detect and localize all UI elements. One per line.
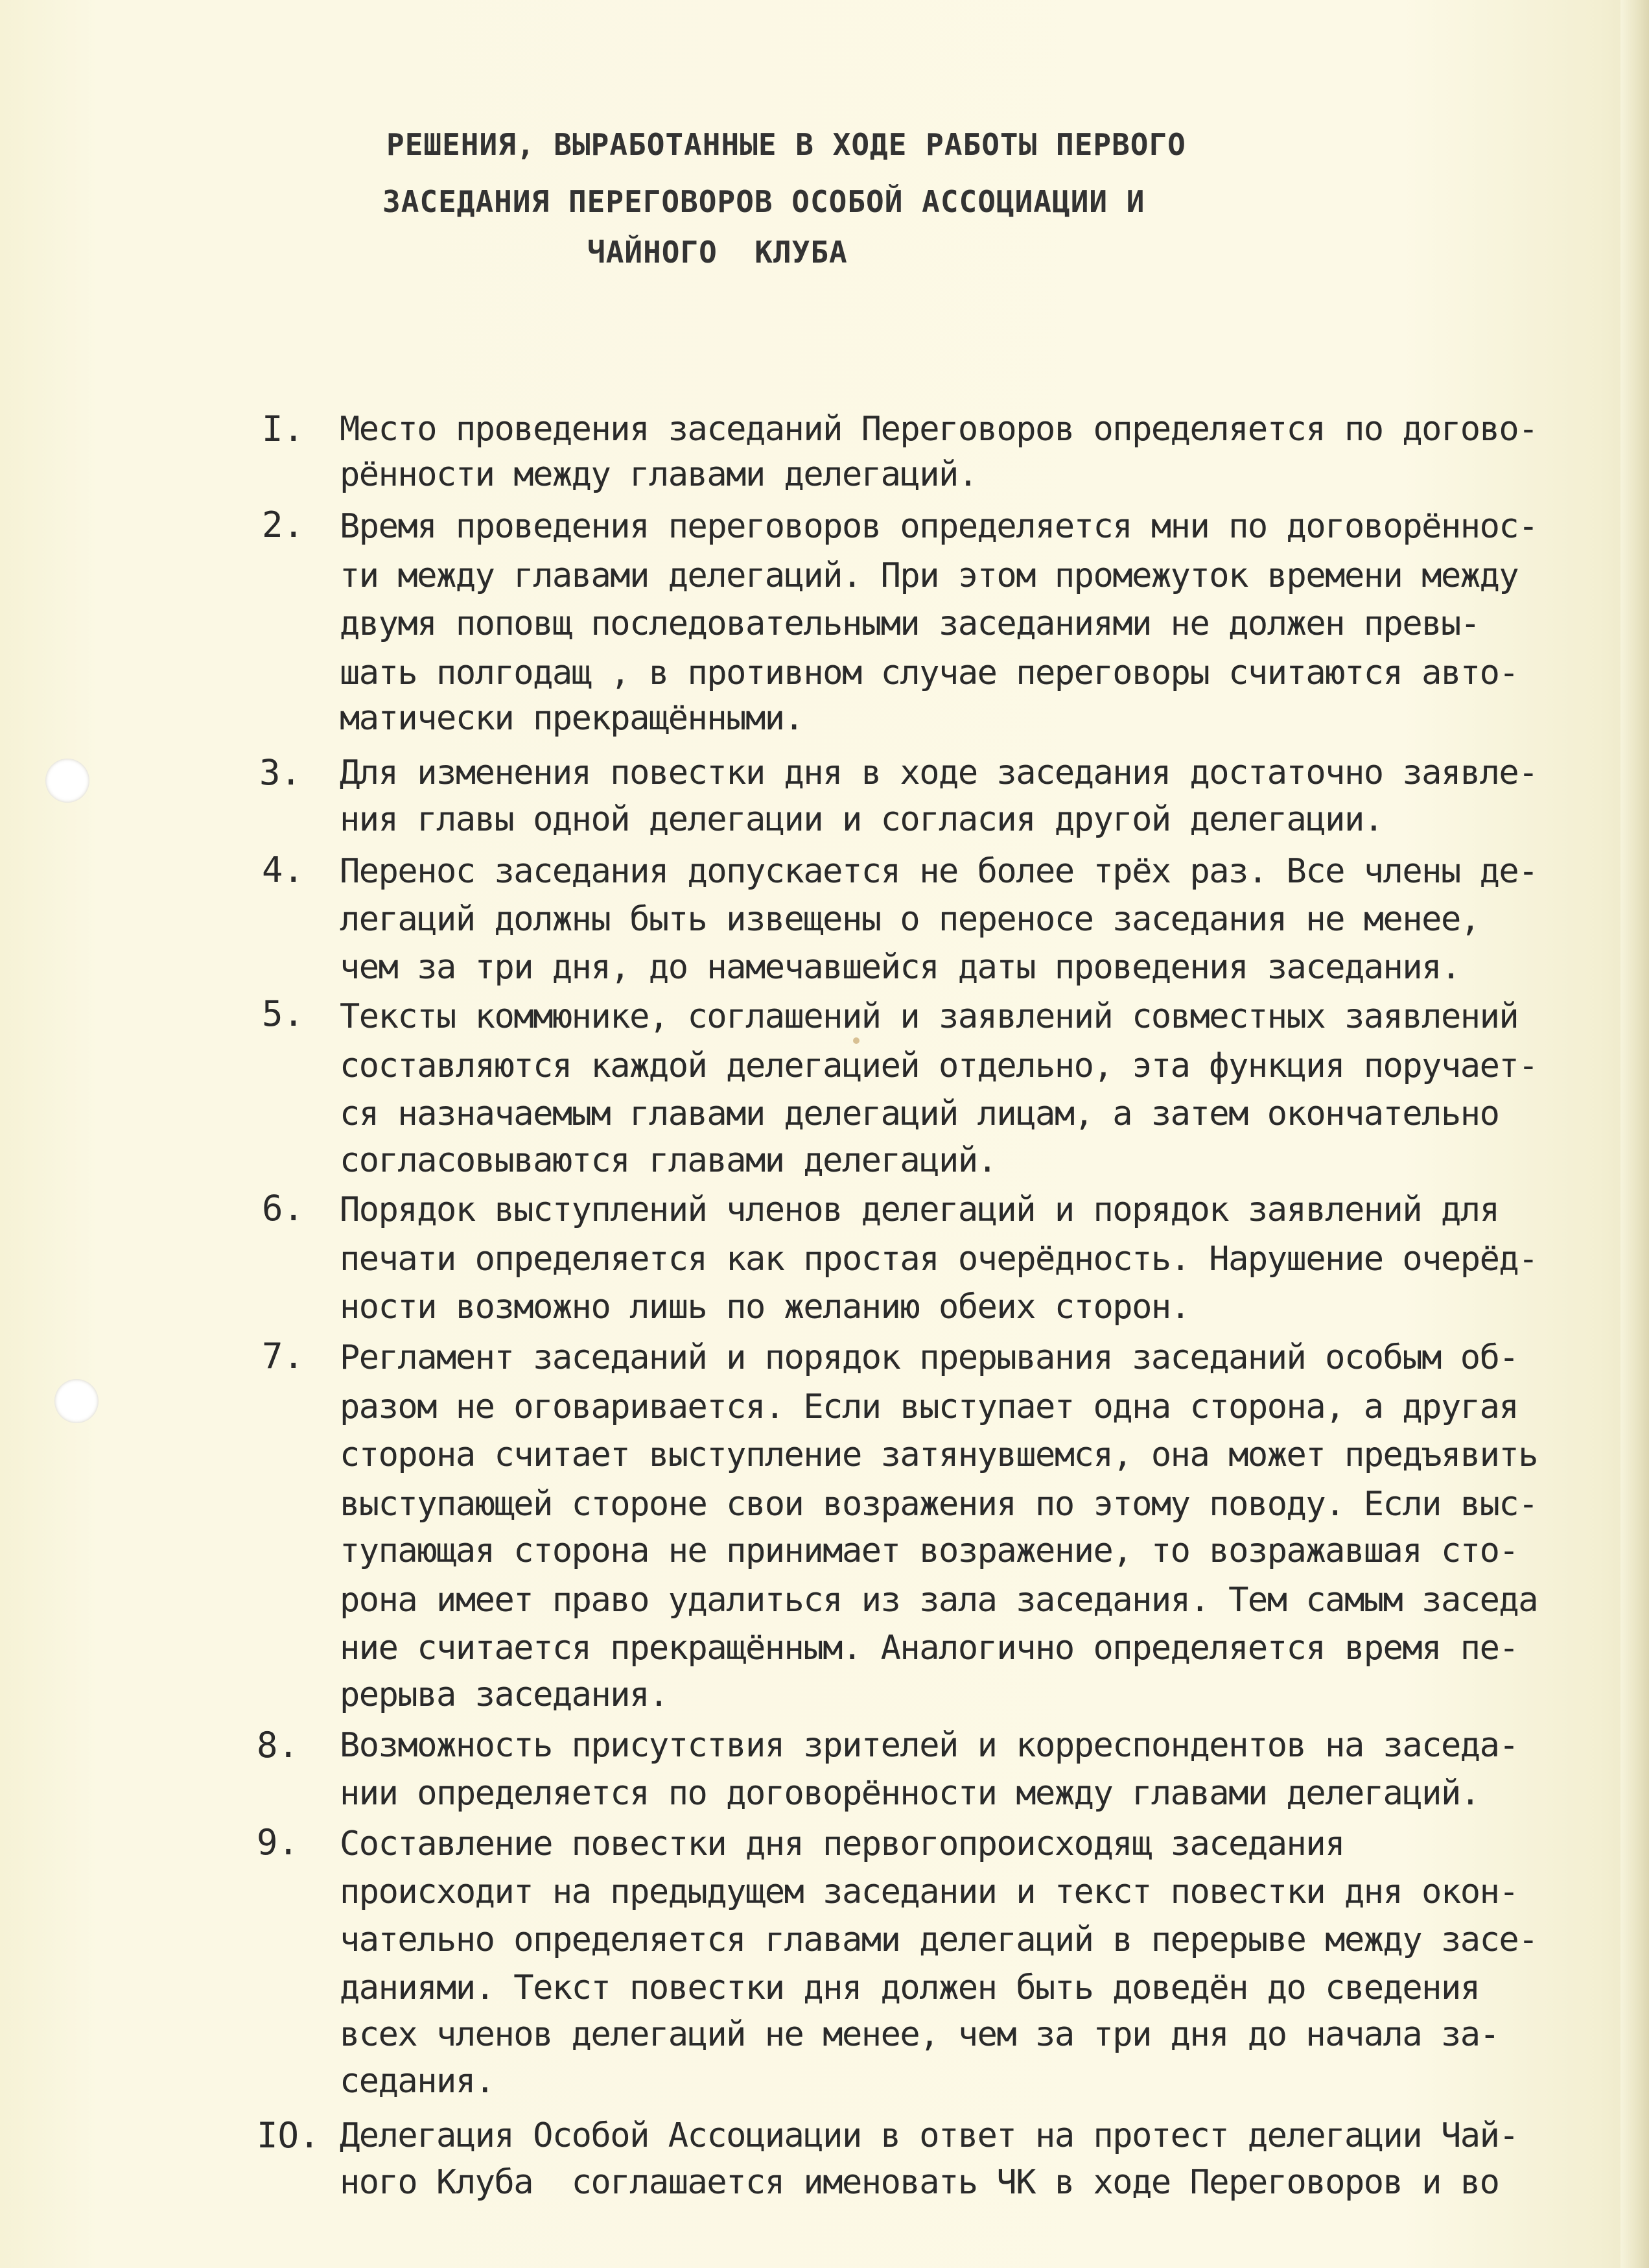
item-text-line: Тексты коммюнике, соглашений и заявлений совместных заявлений: [340, 997, 1519, 1036]
item-text-line: Перенос заседания допускается не более трёх раз. Все члены де-: [340, 852, 1538, 891]
item-text-line: нии определяется по договорённости между главами делегаций.: [340, 1774, 1480, 1813]
item-text-line: выступающей стороне свои возражения по этому поводу. Если выс-: [340, 1485, 1538, 1524]
item-text-line: Возможность присутствия зрителей и корреспондентов на заседа-: [340, 1726, 1519, 1765]
item-text-line: согласовываются главами делегаций.: [340, 1141, 997, 1180]
item-text-line: шать полгодащ , в противном случае переговоры считаются авто-: [340, 654, 1519, 692]
item-text-line: матически прекращёнными.: [340, 699, 804, 738]
item-text-line: чательно определяется главами делегаций в перерыве между засе-: [340, 1920, 1538, 1959]
item-number: 9.: [257, 1822, 299, 1863]
item-text-line: Составление повестки дня первогопроисходящ заседания: [340, 1825, 1344, 1863]
item-number: 7.: [262, 1336, 305, 1376]
item-text-line: Делегация Особой Ассоциации в ответ на протест делегации Чай-: [340, 2116, 1519, 2155]
item-text-line: рённости между главами делегаций.: [340, 455, 977, 494]
item-number: I.: [262, 408, 305, 449]
item-text-line: ти между главами делегаций. При этом промежуток времени между: [340, 556, 1519, 595]
item-text-line: Регламент заседаний и порядок прерывания заседаний особым об-: [340, 1338, 1519, 1377]
paper-stain: [853, 1037, 860, 1044]
item-text-line: Для изменения повестки дня в ходе заседания достаточно заявле-: [340, 753, 1538, 792]
item-text-line: двумя поповщ последовательными заседаниями не должен превы-: [340, 604, 1480, 643]
item-text-line: даниями. Текст повестки дня должен быть доведён до сведения: [340, 1968, 1480, 2007]
title-line-3: ЧАЙНОГО КЛУБА: [587, 235, 848, 270]
item-text-line: Место проведения заседаний Переговоров определяется по догово-: [340, 410, 1538, 449]
item-text-line: ние считается прекращённым. Аналогично определяется время пе-: [340, 1629, 1519, 1668]
item-text-line: происходит на предыдущем заседании и текст повестки дня окон-: [340, 1872, 1519, 1911]
punch-hole: [45, 759, 89, 803]
item-text-line: чем за три дня, до намечавшейся даты проведения заседания.: [340, 948, 1460, 987]
item-text-line: печати определяется как простая очерёдность. Нарушение очерёд-: [340, 1240, 1538, 1279]
item-text-line: рерыва заседания.: [340, 1675, 668, 1714]
item-text-line: ного Клуба соглашается именовать ЧК в ходе Переговоров и во: [340, 2163, 1499, 2202]
item-number: 2.: [262, 504, 305, 545]
paper-edge-shadow: [1620, 0, 1649, 2268]
item-text-line: Порядок выступлений членов делегаций и порядок заявлений для: [340, 1190, 1499, 1229]
item-text-line: составляются каждой делегацией отдельно, эта функция поручает-: [340, 1046, 1538, 1085]
item-number: 5.: [262, 993, 305, 1034]
title-line-1: РЕШЕНИЯ, ВЫРАБОТАННЫЕ В ХОДЕ РАБОТЫ ПЕРВОГО: [386, 127, 1186, 162]
item-number: 8.: [257, 1725, 299, 1766]
punch-hole: [54, 1379, 99, 1423]
item-text-line: тупающая сторона не принимает возражение, то возражавшая сто-: [340, 1531, 1519, 1570]
item-text-line: легаций должны быть извещены о переносе заседания не менее,: [340, 900, 1480, 939]
item-text-line: Время проведения переговоров определяется мни по договорённос-: [340, 507, 1538, 546]
item-text-line: сторона считает выступление затянувшемся, она может предъявить: [340, 1435, 1538, 1474]
item-text-line: ности возможно лишь по желанию обеих сторон.: [340, 1288, 1190, 1327]
item-text-line: ния главы одной делегации и согласия другой делегации.: [340, 800, 1383, 839]
item-text-line: ся назначаемым главами делегаций лицам, а затем окончательно: [340, 1094, 1499, 1133]
title-line-2: ЗАСЕДАНИЯ ПЕРЕГОВОРОВ ОСОБОЙ АССОЦИАЦИИ И: [382, 184, 1145, 219]
item-number: IO.: [257, 2115, 320, 2156]
item-text-line: всех членов делегаций не менее, чем за три дня до начала за-: [340, 2015, 1499, 2054]
item-text-line: рона имеет право удалиться из зала заседания. Тем самым заседа: [340, 1581, 1538, 1620]
item-number: 6.: [262, 1188, 305, 1229]
item-number: 4.: [262, 849, 305, 890]
item-number: 3.: [259, 752, 302, 793]
item-text-line: разом не оговаривается. Если выступает одна сторона, а другая: [340, 1388, 1519, 1426]
item-text-line: седания.: [340, 2062, 495, 2101]
